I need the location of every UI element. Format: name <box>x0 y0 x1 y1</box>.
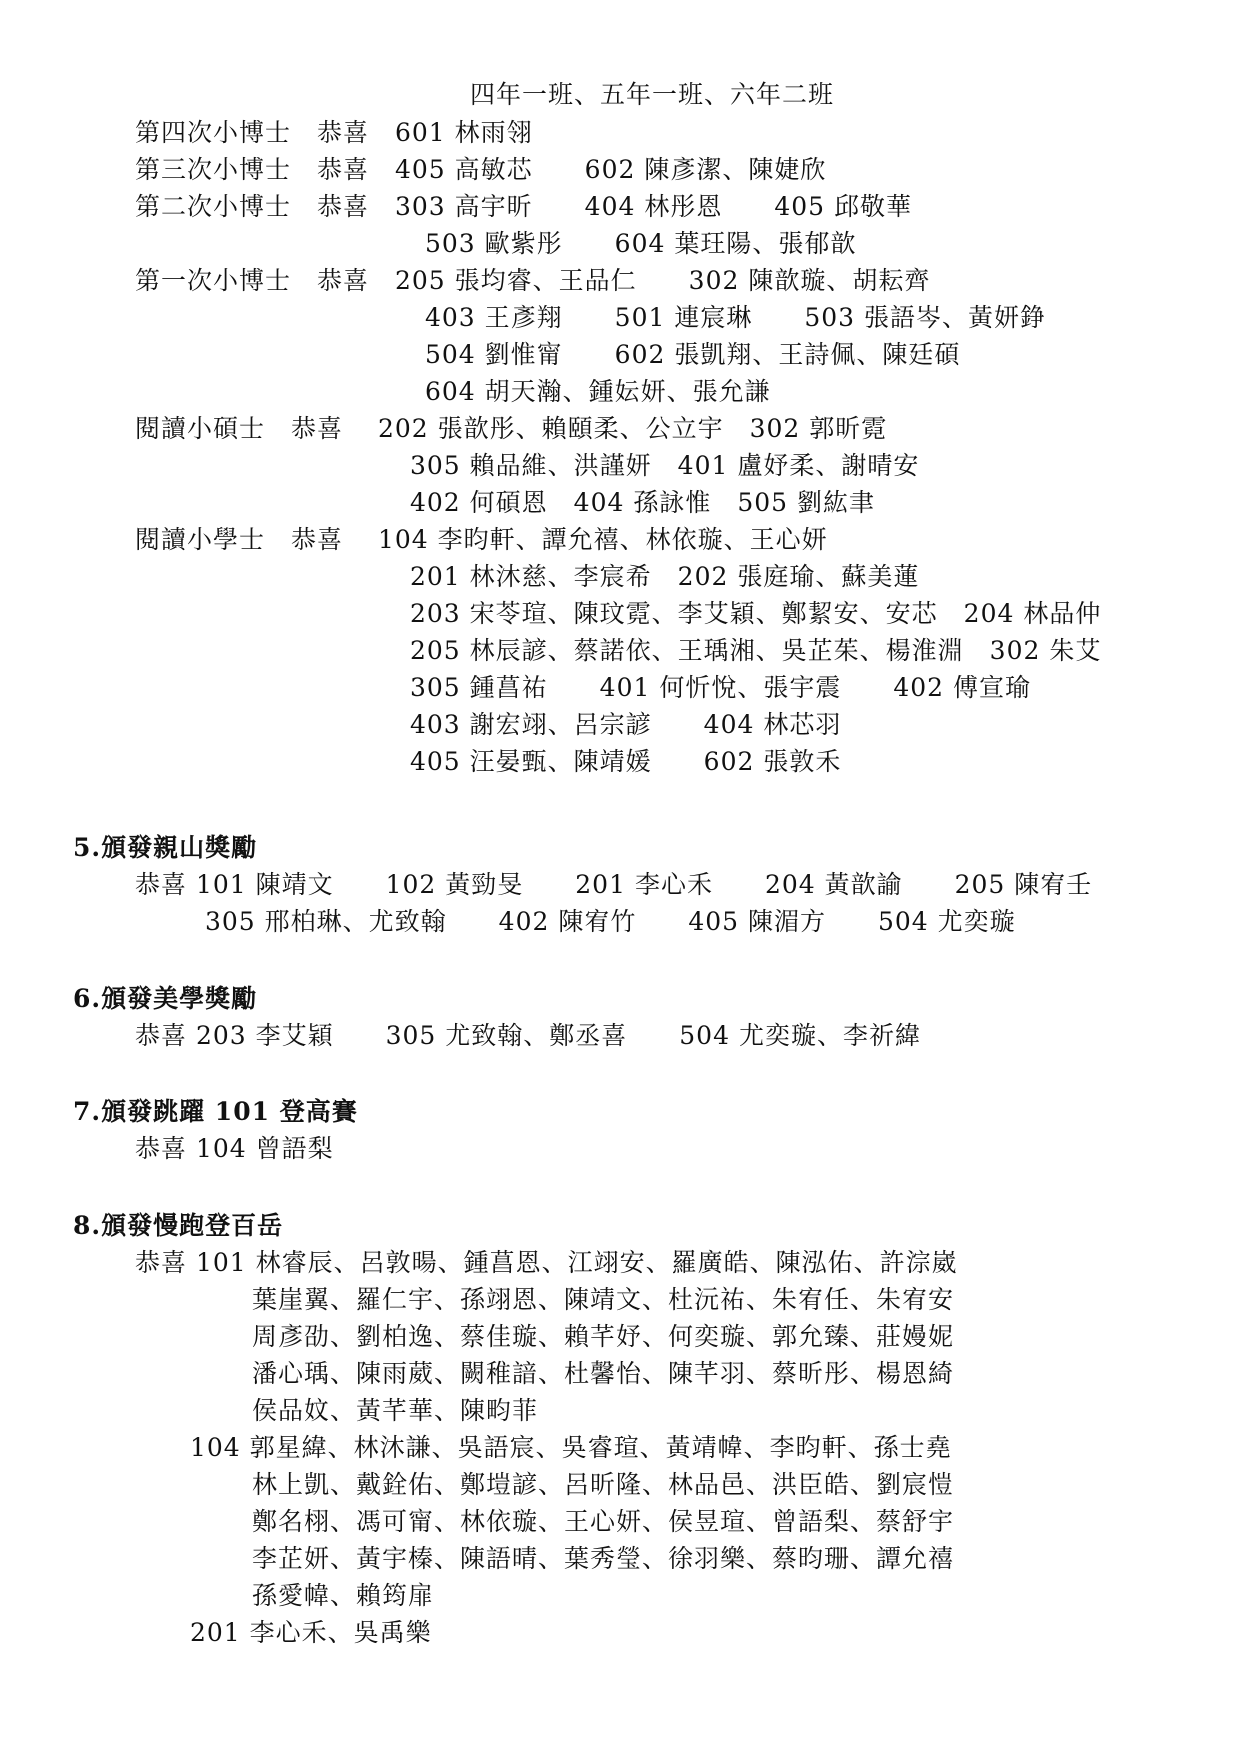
section-5-heading: 5.頒發親山獎勵 <box>73 833 258 862</box>
section-8-line-cont: 潘心瑀、陳雨葳、闕稚諳、杜馨怡、陳芊羽、蔡昕彤、楊恩綺 <box>252 1359 955 1388</box>
reading-bachelor-line: 閱讀小學士 恭喜 104 李昀軒、譚允禧、林依璇、王心妍 <box>135 525 828 554</box>
reading-bachelor-line-cont: 305 鍾菖祐 401 何忻悅、張宇震 402 傅宣瑜 <box>410 673 1031 702</box>
scholar-1st-line-cont: 604 胡天瀚、鍾妘妍、張允謙 <box>425 377 771 406</box>
section-7-line: 恭喜 104 曾語梨 <box>135 1134 334 1163</box>
reading-master-line-cont: 402 何碩恩 404 孫詠惟 505 劉紘聿 <box>410 488 875 517</box>
scholar-3rd-line: 第三次小博士 恭喜 405 高敏芯 602 陳彥潔、陳婕欣 <box>135 155 827 184</box>
reading-master-line-cont: 305 賴品維、洪謹妍 401 盧妤柔、謝晴安 <box>410 451 920 480</box>
section-8-heading: 8.頒發慢跑登百岳 <box>73 1211 284 1240</box>
section-8-class-104-line: 104 郭星緯、林沐謙、吳語宸、吳睿瑄、黃靖幃、李昀軒、孫士堯 <box>190 1433 952 1462</box>
section-8-line-cont: 鄭名栩、馮可甯、林依璇、王心妍、侯昱瑄、曾語梨、蔡舒宇 <box>252 1507 955 1536</box>
reading-bachelor-line-cont: 403 謝宏翊、呂宗諺 404 林芯羽 <box>410 710 842 739</box>
section-8-line-cont: 李芷妍、黃宇榛、陳語晴、葉秀瑩、徐羽樂、蔡昀珊、譚允禧 <box>252 1544 955 1573</box>
section-5-line-cont: 305 邢柏琳、尤致翰 402 陳宥竹 405 陳湄方 504 尤奕璇 <box>205 907 1016 936</box>
header-classes-line: 四年一班、五年一班、六年二班 <box>470 80 835 109</box>
section-7-heading: 7.頒發跳躍 101 登高賽 <box>73 1097 358 1126</box>
scholar-1st-line-cont: 403 王彥翔 501 連宸琳 503 張語岑、黃妍錚 <box>425 303 1046 332</box>
scholar-2nd-line-cont: 503 歐紫彤 604 葉玨陽、張郁歆 <box>425 229 857 258</box>
section-8-line-cont: 侯品妏、黃芊華、陳畇菲 <box>252 1396 539 1425</box>
section-6-heading: 6.頒發美學獎勵 <box>73 984 258 1013</box>
scholar-2nd-line: 第二次小博士 恭喜 303 高宇昕 404 林彤恩 405 邱敬華 <box>135 192 912 221</box>
reading-bachelor-line-cont: 201 林沐慈、李宸希 202 張庭瑜、蘇美蓮 <box>410 562 920 591</box>
section-8-line: 恭喜 101 林睿辰、呂敦暘、鍾菖恩、江翊安、羅廣皓、陳泓佑、許淙崴 <box>135 1248 958 1277</box>
section-6-line: 恭喜 203 李艾穎 305 尤致翰、鄭丞喜 504 尤奕璇、李祈緯 <box>135 1021 921 1050</box>
section-5-line: 恭喜 101 陳靖文 102 黃勁旻 201 李心禾 204 黃歆諭 205 陳宥壬 <box>135 870 1093 899</box>
scholar-4th-line: 第四次小博士 恭喜 601 林雨翎 <box>135 118 533 147</box>
section-8-class-201-line: 201 李心禾、吳禹樂 <box>190 1618 432 1647</box>
scholar-1st-line-cont: 504 劉惟甯 602 張凱翔、王詩佩、陳廷碩 <box>425 340 961 369</box>
section-8-line-cont: 周彥劭、劉柏逸、蔡佳璇、賴芊妤、何奕璇、郭允臻、莊嫚妮 <box>252 1322 955 1351</box>
section-8-line-cont: 林上凱、戴銓佑、鄭塏諺、呂昕隆、林品邑、洪臣皓、劉宸愷 <box>252 1470 955 1499</box>
reading-master-line: 閱讀小碩士 恭喜 202 張歆彤、賴頤柔、公立宇 302 郭昕霓 <box>135 414 888 443</box>
reading-bachelor-line-cont: 203 宋苓瑄、陳玟霓、李艾穎、鄭絜安、安芯 204 林品仲 <box>410 599 1102 628</box>
reading-bachelor-line-cont: 405 汪晏甄、陳靖媛 602 張敦禾 <box>410 747 842 776</box>
section-8-line-cont: 葉崖翼、羅仁宇、孫翊恩、陳靖文、杜沅祐、朱宥任、朱宥安 <box>252 1285 955 1314</box>
section-8-line-cont: 孫愛幃、賴筠扉 <box>252 1581 435 1610</box>
scholar-1st-line: 第一次小博士 恭喜 205 張均睿、王品仁 302 陳歆璇、胡耘齊 <box>135 266 931 295</box>
reading-bachelor-line-cont: 205 林辰諺、蔡諾依、王瑀湘、吳芷茱、楊淮淵 302 朱艾 <box>410 636 1102 665</box>
